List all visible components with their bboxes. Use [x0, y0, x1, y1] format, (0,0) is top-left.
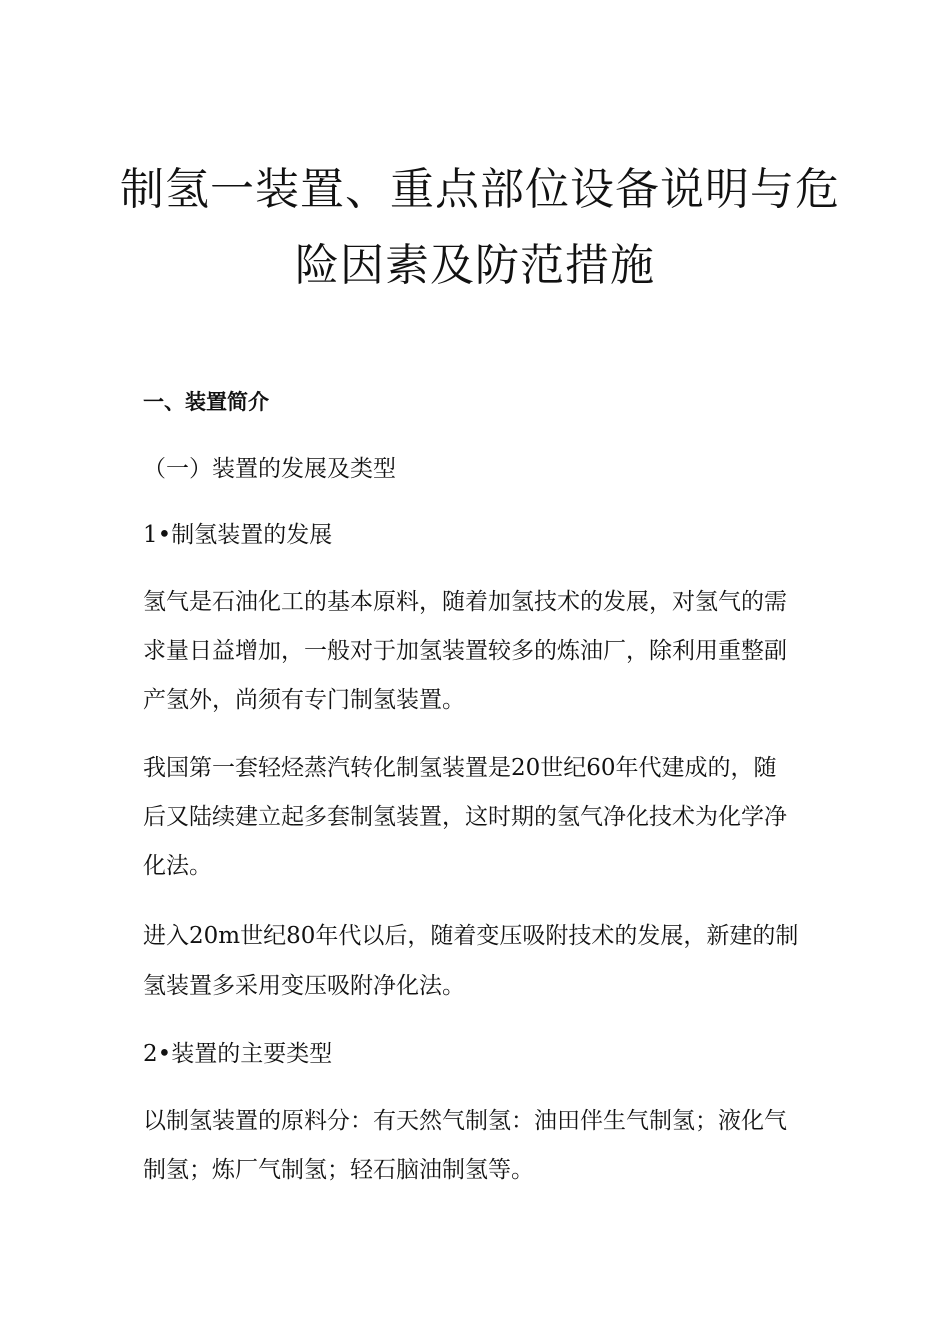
- paragraph-4-line-1: 以制氢装置的原料分：有天然气制氢：油田伴生气制氢；液化气: [143, 1108, 787, 1134]
- paragraph-1-line-1: 氢气是石油化工的基本原料，随着加氢技术的发展，对氢气的需: [143, 589, 787, 615]
- paragraph-2-line-1: 我国第一套轻烃蒸汽转化制氢装置是20世纪60年代建成的，随: [143, 755, 777, 781]
- document-title-line-2: 险因素及防范措施: [295, 240, 655, 291]
- document-title-line-1: 制氢一装置、重点部位设备说明与危: [120, 164, 840, 215]
- paragraph-1-line-2: 求量日益增加，一般对于加氢装置较多的炼油厂，除利用重整副: [143, 638, 787, 664]
- paragraph-4-line-2: 制氢；炼厂气制氢；轻石脑油制氢等。: [143, 1157, 534, 1183]
- subsection-heading-development-types: （一）装置的发展及类型: [143, 456, 396, 482]
- paragraph-2-line-3: 化法。: [143, 853, 212, 879]
- paragraph-3-line-1: 进入20m世纪80年代以后，随着变压吸附技术的发展，新建的制: [143, 923, 799, 949]
- paragraph-2-line-2: 后又陆续建立起多套制氢装置，这时期的氢气净化技术为化学净: [143, 804, 787, 830]
- item-heading-development: 1•制氢装置的发展: [143, 522, 333, 548]
- item-heading-main-types: 2•装置的主要类型: [143, 1041, 333, 1067]
- paragraph-3-line-2: 氢装置多采用变压吸附净化法。: [143, 973, 465, 999]
- section-heading-introduction: 一、装置简介: [143, 390, 269, 414]
- paragraph-1-line-3: 产氢外，尚须有专门制氢装置。: [143, 687, 465, 713]
